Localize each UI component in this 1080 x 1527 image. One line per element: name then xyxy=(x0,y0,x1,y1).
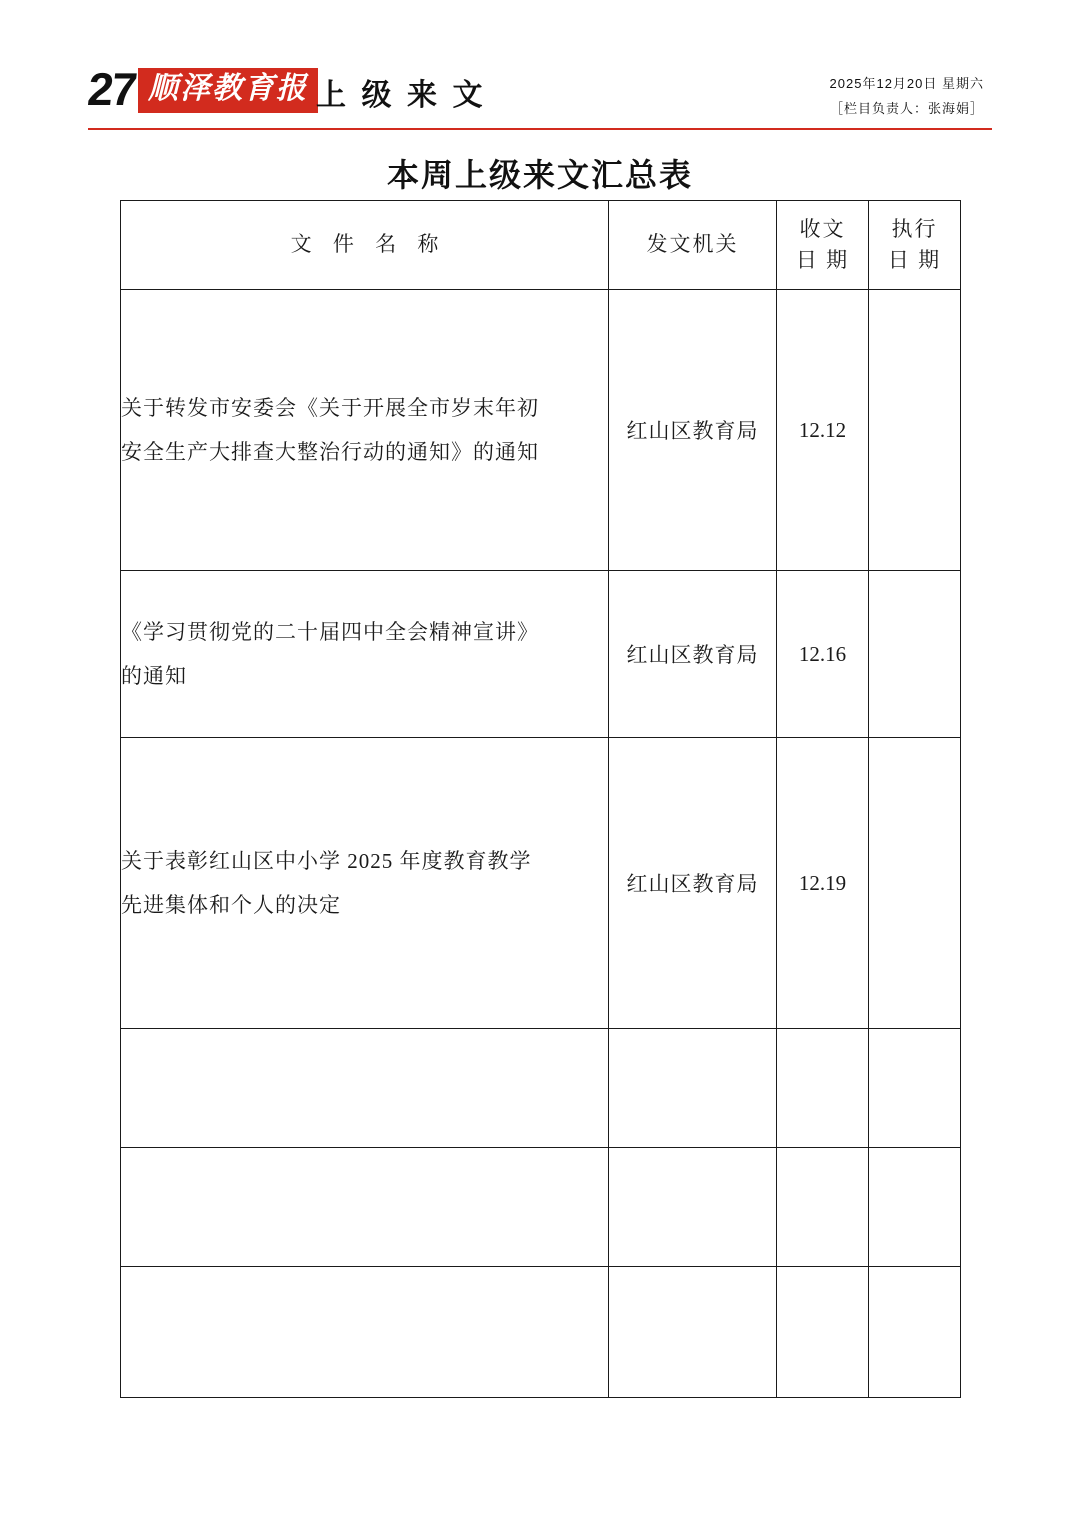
section-title: 上 级 来 文 xyxy=(316,79,487,112)
cell-document-name xyxy=(121,290,609,571)
column-header-document-name: 文 件 名 称 xyxy=(121,201,609,290)
cell-document-name xyxy=(121,738,609,1029)
cell-execution-date xyxy=(869,1148,961,1267)
table-row xyxy=(121,1148,961,1267)
issue-date: 2025年12月20日 星期六 xyxy=(829,76,984,91)
cell-received-date xyxy=(777,1267,869,1398)
cell-execution-date xyxy=(869,738,961,1029)
cell-issuing-organization xyxy=(609,1148,777,1267)
cell-issuing-organization: 红山区教育局 xyxy=(609,738,777,1029)
cell-document-name xyxy=(121,1267,609,1398)
execution-date-line2: 日 期 xyxy=(887,248,942,272)
table-row xyxy=(121,571,961,738)
document-name-line2: 先进集体和个人的决定 xyxy=(121,893,341,917)
cell-document-name xyxy=(121,1148,609,1267)
cell-received-date: 12.16 xyxy=(777,571,869,738)
table-header xyxy=(121,201,961,290)
document-name-line2: 的通知 xyxy=(121,664,187,688)
cell-issuing-organization: 红山区教育局 xyxy=(609,571,777,738)
cell-execution-date xyxy=(869,571,961,738)
cell-execution-date xyxy=(869,290,961,571)
column-header-issuing-organization: 发文机关 xyxy=(609,201,777,290)
page-title: 本周上级来文汇总表 xyxy=(386,157,693,193)
cell-issuing-organization: 红山区教育局 xyxy=(609,290,777,571)
cell-issuing-organization xyxy=(609,1267,777,1398)
execution-date-line1: 执行 xyxy=(891,216,938,241)
summary-table-container xyxy=(120,200,960,1398)
cell-document-name xyxy=(121,1029,609,1148)
received-date-line2: 日 期 xyxy=(795,248,850,272)
cell-received-date: 12.19 xyxy=(777,738,869,1029)
received-date-line1: 收文 xyxy=(799,216,846,241)
document-name-line1: 关于表彰红山区中小学 2025 年度教育教学 xyxy=(121,848,532,873)
table-row xyxy=(121,290,961,571)
cell-received-date xyxy=(777,1148,869,1267)
cell-received-date: 12.12 xyxy=(777,290,869,571)
document-name-line1: 关于转发市安委会《关于开展全市岁末年初 xyxy=(121,395,539,420)
document-name-line1: 《学习贯彻党的二十届四中全会精神宣讲》 xyxy=(121,619,539,644)
cell-issuing-organization xyxy=(609,1029,777,1148)
paper-name-banner: 顺泽教育报 xyxy=(138,68,318,113)
masthead-meta xyxy=(830,72,984,121)
column-header-received-date xyxy=(777,201,869,290)
incoming-documents-table xyxy=(120,200,961,1398)
cell-execution-date xyxy=(869,1267,961,1398)
table-header-row xyxy=(121,201,961,290)
table-row xyxy=(121,1029,961,1148)
cell-received-date xyxy=(777,1029,869,1148)
document-name-line2: 安全生产大排查大整治行动的通知》的通知 xyxy=(121,440,539,464)
section-editor: ［栏目负责人：张海娟］ xyxy=(829,100,984,116)
column-header-execution-date xyxy=(869,201,961,290)
masthead-divider xyxy=(88,128,992,130)
masthead xyxy=(0,0,1080,120)
table-body xyxy=(121,290,961,1398)
table-row xyxy=(121,738,961,1029)
page-number: 27 xyxy=(85,63,138,115)
table-row xyxy=(121,1267,961,1398)
cell-document-name xyxy=(121,571,609,738)
cell-execution-date xyxy=(869,1029,961,1148)
